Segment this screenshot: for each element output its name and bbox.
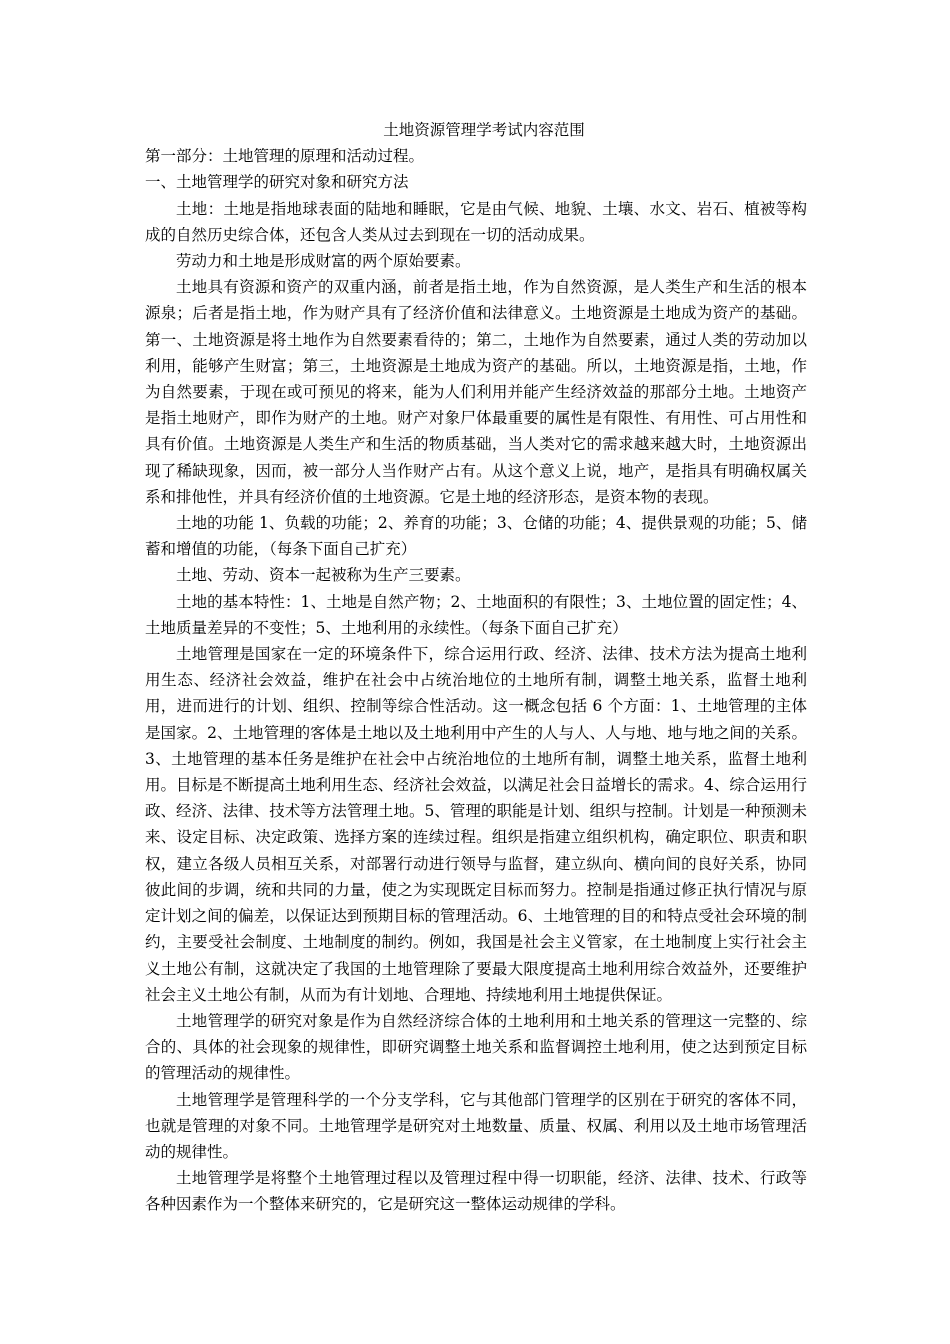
paragraph-production-factors: 土地、劳动、资本一起被称为生产三要素。 [176,566,471,585]
paragraph-wealth-elements: 劳动力和土地是形成财富的两个原始要素。 [176,252,471,271]
document-page [145,117,807,1218]
document-title: 土地资源管理学考试内容范围 [383,121,585,139]
paragraph-land-characteristics: 土地的基本特性：1、土地是自然产物；2、土地面积的有限性；3、土地位置的固定性；4、土地质量差异的不变性；5、土地利用的永续性。（每条下面自己扩充） [145,592,807,637]
paragraph-land-definition: 土地：土地是指地球表面的陆地和睡眠，它是由气候、地貌、土壤、水文、岩石、植被等构成的自然历史综合体，还包含人类从过去到现在一切的活动成果。 [145,199,807,244]
part-heading: 第一部分：土地管理的原理和活动过程。 [145,147,425,166]
paragraph-land-management: 土地管理是国家在一定的环境条件下，综合运用行政、经济、法律、技术方法为提高土地利用生态、经济社会效益，维护在社会中占统治地位的土地所有制，调整土地关系，监督土地利用，进而进行的计划、组织、控制等综合性活动。这一概念包括 6 个方面：1、土地管理的主体是国家。2、土地管理的客体是土地以及土地利用中产生的人与人、人与地、地与地之间的关系。3、土地管理的基本任务是维护在社会中占统治地位的土地所有制，调整土地关系，监督土地利用。目标是不断提高土地利用生态、经济社会效益，以满足社会日益增长的需求。4、综合运用行政、经济、法律、技术等方法管理土地。5、管理的职能是计划、组织与控制。计划是一种预测未来、设定目标、决定政策、选择方案的连续过程。组织是指建立组织机构，确定职位、职责和职权，建立各级人员相互关系，对部署行动进行领导与监督，建立纵向、横向间的良好关系，协同彼此间的步调，统和共同的力量，使之为实现既定目标而努力。控制是指通过修正执行情况与原定计划之间的偏差，以保证达到预期目标的管理活动。6、土地管理的目的和特点受社会环境的制约，主要受社会制度、土地制度的制约。例如，我国是社会主义管家，在土地制度上实行社会主义土地公有制，这就决定了我国的土地管理除了要最大限度提高土地利用综合效益外，还要维护社会主义土地公有制，从而为有计划地、合理地、持续地利用土地提供保证。 [145,645,807,1004]
paragraph-discipline-branch: 土地管理学是管理科学的一个分支学科，它与其他部门管理学的区别在于研究的客体不同，也就是管理的对象不同。土地管理学是研究对土地数量、质量、权属、利用以及土地市场管理活动的规律性。 [145,1090,807,1161]
paragraph-holistic-study: 土地管理学是将整个土地管理过程以及管理过程中得一切职能，经济、法律、技术、行政等各种因素作为一个整体来研究的，它是研究这一整体运动规律的学科。 [145,1169,807,1214]
paragraph-resource-asset: 土地具有资源和资产的双重内涵，前者是指土地，作为自然资源，是人类生产和生活的根本源泉；后者是指土地，作为财产具有了经济价值和法律意义。土地资源是土地成为资产的基础。第一、土地资源是将土地作为自然要素看待的；第二，土地作为自然要素，通过人类的劳动加以利用，能够产生财富；第三，土地资源是土地成为资产的基础。所以，土地资源是指，土地，作为自然要素，于现在或可预见的将来，能为人们利用并能产生经济效益的那部分土地。土地资产是指土地财产，即作为财产的土地。财产对象尸体最重要的属性是有限性、有用性、可占用性和具有价值。土地资源是人类生产和生活的物质基础，当人类对它的需求越来越大时，土地资源出现了稀缺现象，因而，被一部分人当作财产占有。从这个意义上说，地产，是指具有明确权属关系和排他性，并具有经济价值的土地资源。它是土地的经济形态，是资本物的表现。 [145,278,807,506]
paragraph-land-functions: 土地的功能 1、负载的功能；2、养育的功能；3、仓储的功能；4、提供景观的功能；5、储蓄和增值的功能，（每条下面自己扩充） [145,514,807,559]
paragraph-research-object: 土地管理学的研究对象是作为自然经济综合体的土地利用和土地关系的管理这一完整的、综合的、具体的社会现象的规律性，即研究调整土地关系和监督调控土地利用，使之达到预定目标的管理活动的规律性。 [145,1011,807,1083]
section-heading: 一、土地管理学的研究对象和研究方法 [145,173,409,192]
